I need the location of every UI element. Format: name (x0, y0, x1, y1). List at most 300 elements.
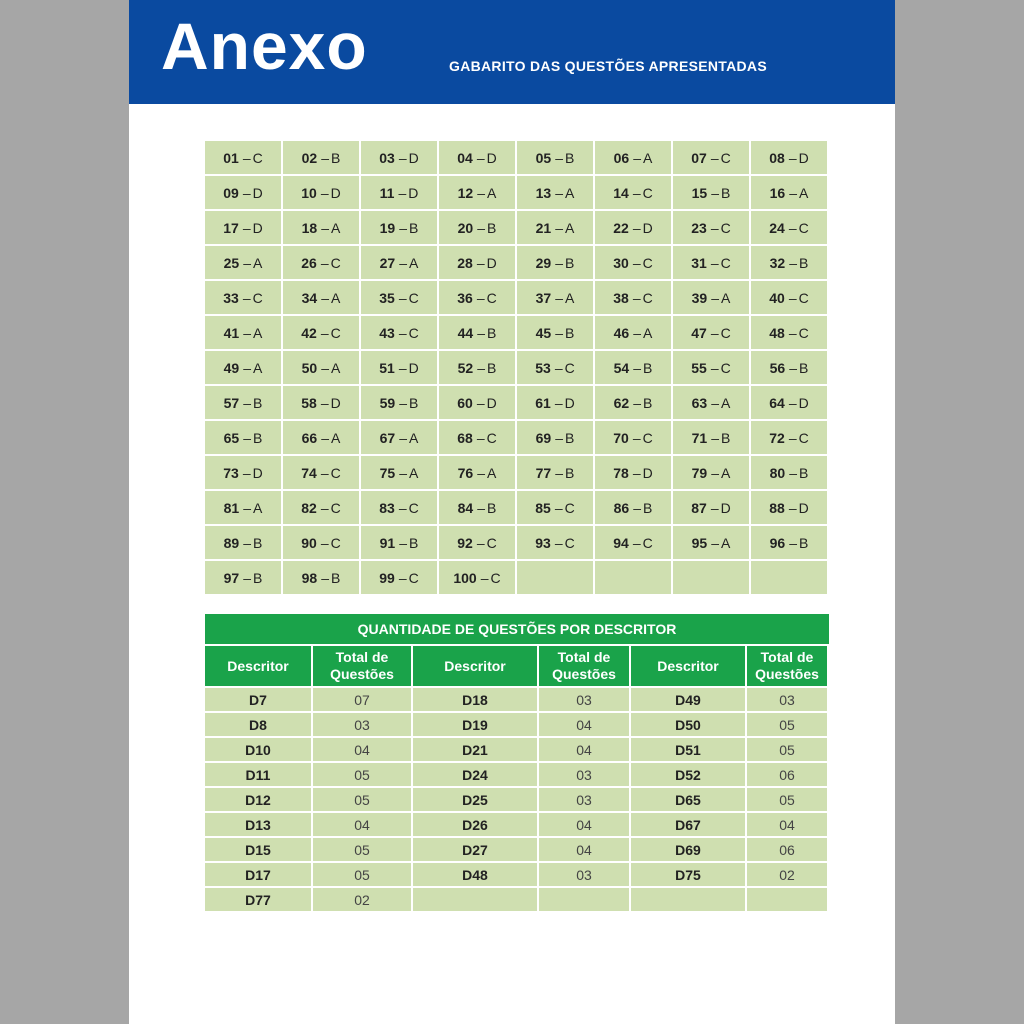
answer-letter: C (330, 324, 341, 341)
answer-cell (361, 176, 439, 211)
answer-letter: B (409, 534, 419, 551)
answer-letter: B (409, 219, 419, 236)
question-number: 08 (769, 149, 785, 166)
separator: – (399, 534, 408, 551)
question-number: 24 (769, 219, 785, 236)
question-number: 82 (301, 499, 317, 516)
separator: – (398, 569, 407, 586)
answer-cell (205, 561, 283, 596)
answer-cell (439, 176, 517, 211)
question-number: 97 (223, 569, 240, 586)
answer-cell (673, 316, 751, 351)
answer-letter: B (799, 254, 809, 271)
answer-cell (205, 421, 283, 456)
answer-letter: C (642, 534, 653, 551)
answer-letter: A (799, 184, 809, 201)
separator: – (477, 219, 486, 236)
answer-cell (751, 526, 829, 561)
answer-cell (439, 281, 517, 316)
question-number: 93 (535, 534, 551, 551)
answer-letter: C (408, 499, 419, 516)
page-subtitle: GABARITO DAS QUESTÕES APRESENTADAS (449, 58, 767, 74)
answer-cell (517, 281, 595, 316)
separator: – (321, 219, 330, 236)
answer-letter: A (253, 254, 263, 271)
question-number: 61 (535, 394, 551, 411)
question-number: 30 (613, 254, 629, 271)
descriptor-code: D52 (631, 763, 747, 788)
question-number: 06 (613, 149, 630, 166)
separator: – (555, 184, 564, 201)
answer-cell (439, 211, 517, 246)
separator: – (477, 324, 486, 341)
separator: – (320, 499, 329, 516)
answer-cell (283, 561, 361, 596)
separator: – (789, 359, 798, 376)
question-number: 95 (691, 534, 708, 551)
descriptor-total: 03 (539, 688, 631, 713)
separator: – (398, 149, 407, 166)
answer-letter: A (331, 219, 341, 236)
separator: – (321, 289, 330, 306)
question-number: 98 (301, 569, 318, 586)
answer-letter: B (565, 324, 575, 341)
question-number: 39 (691, 289, 708, 306)
answer-letter: C (408, 289, 419, 306)
answer-letter: C (642, 289, 653, 306)
separator: – (632, 254, 641, 271)
answer-cell (205, 211, 283, 246)
answer-cell (517, 491, 595, 526)
separator: – (554, 359, 563, 376)
answer-cell (361, 421, 439, 456)
separator: – (398, 499, 407, 516)
separator: – (710, 324, 719, 341)
answer-cell (439, 491, 517, 526)
question-number: 67 (379, 429, 396, 446)
answer-cell (517, 456, 595, 491)
answer-letter: A (409, 429, 419, 446)
question-number: 34 (301, 289, 318, 306)
question-number: 14 (613, 184, 629, 201)
answer-cell (283, 141, 361, 176)
descriptor-total: 06 (747, 838, 829, 863)
answer-letter: A (721, 289, 731, 306)
answer-cell (361, 561, 439, 596)
separator: – (243, 254, 252, 271)
question-number: 05 (535, 149, 552, 166)
answer-letter: C (252, 289, 263, 306)
descriptor-code: D26 (413, 813, 539, 838)
answer-cell (283, 421, 361, 456)
separator: – (711, 184, 720, 201)
answer-letter: B (253, 394, 263, 411)
descriptor-code: D49 (631, 688, 747, 713)
answer-letter: C (642, 184, 653, 201)
answer-cell (517, 526, 595, 561)
answer-cell (205, 456, 283, 491)
descriptor-total: 03 (539, 788, 631, 813)
answer-letter: D (720, 499, 731, 516)
descriptor-code: D77 (205, 888, 313, 913)
answer-letter: A (331, 289, 341, 306)
answer-cell (439, 386, 517, 421)
descriptor-total: 03 (539, 763, 631, 788)
separator: – (711, 429, 720, 446)
answer-cell (751, 316, 829, 351)
separator: – (320, 534, 329, 551)
answer-letter: C (330, 534, 341, 551)
question-number: 91 (379, 534, 396, 551)
answer-key-grid (205, 141, 829, 596)
separator: – (242, 464, 251, 481)
answer-letter: B (721, 184, 731, 201)
answer-cell (751, 421, 829, 456)
answer-cell (595, 526, 673, 561)
answer-letter: B (565, 464, 575, 481)
answer-cell (283, 246, 361, 281)
answer-cell (439, 561, 517, 596)
answer-letter: B (721, 429, 731, 446)
answer-cell (361, 526, 439, 561)
separator: – (476, 149, 485, 166)
answer-letter: D (252, 184, 263, 201)
question-number: 81 (223, 499, 240, 516)
question-number: 53 (535, 359, 551, 376)
question-number: 38 (613, 289, 629, 306)
answer-letter: B (643, 499, 653, 516)
question-number: 66 (301, 429, 318, 446)
column-header-descriptor: Descritor (205, 646, 313, 688)
question-number: 50 (301, 359, 318, 376)
question-number: 46 (613, 324, 630, 341)
answer-cell (205, 526, 283, 561)
question-number: 86 (613, 499, 630, 516)
question-number: 20 (457, 219, 474, 236)
answer-letter: B (253, 429, 263, 446)
answer-letter: D (642, 219, 653, 236)
separator: – (633, 359, 642, 376)
separator: – (789, 534, 798, 551)
answer-letter: B (487, 324, 497, 341)
answer-cell (673, 246, 751, 281)
question-number: 17 (223, 219, 239, 236)
descriptor-total: 04 (747, 813, 829, 838)
answer-cell (673, 421, 751, 456)
answer-letter: A (643, 149, 653, 166)
question-number: 99 (379, 569, 395, 586)
descriptor-code: D21 (413, 738, 539, 763)
question-number: 65 (223, 429, 240, 446)
document-page (129, 0, 895, 1024)
answer-cell (439, 141, 517, 176)
question-number: 80 (769, 464, 786, 481)
answer-cell (673, 456, 751, 491)
answer-cell (205, 176, 283, 211)
separator: – (320, 324, 329, 341)
separator: – (399, 429, 408, 446)
answer-cell (751, 281, 829, 316)
answer-cell (361, 316, 439, 351)
answer-cell (205, 316, 283, 351)
question-number: 03 (379, 149, 395, 166)
question-number: 22 (613, 219, 629, 236)
separator: – (398, 184, 407, 201)
answer-letter: D (798, 149, 809, 166)
answer-cell (595, 141, 673, 176)
answer-letter: A (721, 464, 731, 481)
question-number: 41 (223, 324, 240, 341)
column-header-total: Total de Questões (747, 646, 829, 688)
question-number: 01 (223, 149, 239, 166)
descriptor-code: D24 (413, 763, 539, 788)
separator: – (476, 394, 485, 411)
descriptor-code: D75 (631, 863, 747, 888)
descriptor-code: D17 (205, 863, 313, 888)
descriptor-code: D19 (413, 713, 539, 738)
separator: – (710, 149, 719, 166)
answer-letter: C (720, 219, 731, 236)
answer-letter: B (487, 219, 497, 236)
answer-cell (283, 316, 361, 351)
descriptor-table-banner: QUANTIDADE DE QUESTÕES POR DESCRITOR (205, 614, 829, 646)
answer-letter: C (408, 324, 419, 341)
answer-cell (595, 176, 673, 211)
answer-cell (751, 211, 829, 246)
question-number: 32 (769, 254, 786, 271)
answer-letter: C (720, 324, 731, 341)
separator: – (633, 324, 642, 341)
answer-letter: B (253, 534, 263, 551)
question-number: 36 (457, 289, 473, 306)
question-number: 27 (379, 254, 396, 271)
separator: – (711, 534, 720, 551)
question-number: 43 (379, 324, 395, 341)
separator: – (398, 289, 407, 306)
separator: – (788, 219, 797, 236)
answer-letter: B (409, 394, 419, 411)
empty-cell (595, 561, 673, 596)
answer-letter: C (330, 254, 341, 271)
answer-letter: D (486, 394, 497, 411)
answer-letter: C (720, 254, 731, 271)
separator: – (788, 429, 797, 446)
answer-letter: B (487, 359, 497, 376)
separator: – (633, 149, 642, 166)
answer-letter: D (408, 184, 419, 201)
question-number: 25 (223, 254, 240, 271)
answer-cell (673, 386, 751, 421)
separator: – (243, 534, 252, 551)
answer-cell (361, 141, 439, 176)
answer-cell (673, 141, 751, 176)
separator: – (321, 429, 330, 446)
descriptor-total: 04 (539, 738, 631, 763)
question-number: 62 (613, 394, 630, 411)
question-number: 40 (769, 289, 785, 306)
answer-cell (361, 456, 439, 491)
descriptor-total (539, 888, 631, 913)
column-header-total: Total de Questões (313, 646, 413, 688)
separator: – (632, 429, 641, 446)
question-number: 15 (691, 184, 708, 201)
descriptor-code (631, 888, 747, 913)
separator: – (476, 289, 485, 306)
answer-letter: B (799, 464, 809, 481)
answer-cell (517, 176, 595, 211)
answer-letter: B (565, 254, 575, 271)
separator: – (399, 254, 408, 271)
answer-cell (205, 246, 283, 281)
question-number: 70 (613, 429, 629, 446)
separator: – (555, 429, 564, 446)
answer-cell (751, 386, 829, 421)
descriptor-total (747, 888, 829, 913)
answer-letter: C (330, 464, 341, 481)
question-number: 79 (691, 464, 708, 481)
separator: – (243, 394, 252, 411)
answer-cell (751, 141, 829, 176)
answer-cell (595, 491, 673, 526)
answer-cell (673, 281, 751, 316)
question-number: 92 (457, 534, 473, 551)
descriptor-code: D15 (205, 838, 313, 863)
answer-cell (439, 421, 517, 456)
separator: – (710, 219, 719, 236)
answer-letter: C (486, 289, 497, 306)
descriptor-code: D48 (413, 863, 539, 888)
answer-letter: D (798, 394, 809, 411)
descriptor-code: D69 (631, 838, 747, 863)
answer-cell (517, 211, 595, 246)
question-number: 37 (535, 289, 552, 306)
answer-letter: A (253, 359, 263, 376)
separator: – (788, 289, 797, 306)
separator: – (242, 184, 251, 201)
question-number: 26 (301, 254, 317, 271)
answer-cell (751, 246, 829, 281)
question-number: 42 (301, 324, 317, 341)
separator: – (477, 499, 486, 516)
answer-cell (517, 386, 595, 421)
question-number: 58 (301, 394, 317, 411)
separator: – (555, 289, 564, 306)
separator: – (320, 464, 329, 481)
answer-letter: D (642, 464, 653, 481)
answer-letter: B (799, 534, 809, 551)
descriptor-total: 04 (539, 713, 631, 738)
descriptor-code: D10 (205, 738, 313, 763)
question-number: 90 (301, 534, 317, 551)
answer-letter: C (564, 359, 575, 376)
descriptor-total: 05 (747, 738, 829, 763)
descriptor-total: 05 (313, 863, 413, 888)
page-header (129, 0, 895, 104)
question-number: 59 (379, 394, 396, 411)
separator: – (555, 254, 564, 271)
separator: – (788, 324, 797, 341)
answer-letter: C (330, 499, 341, 516)
answer-letter: A (721, 534, 731, 551)
answer-letter: A (409, 464, 419, 481)
separator: – (711, 394, 720, 411)
descriptor-code: D7 (205, 688, 313, 713)
answer-letter: C (720, 149, 731, 166)
answer-cell (283, 176, 361, 211)
answer-cell (205, 386, 283, 421)
descriptor-code: D8 (205, 713, 313, 738)
question-number: 100 (453, 569, 477, 586)
answer-cell (517, 316, 595, 351)
question-number: 74 (301, 464, 317, 481)
answer-letter: D (330, 394, 341, 411)
separator: – (632, 464, 641, 481)
question-number: 16 (769, 184, 786, 201)
separator: – (477, 464, 486, 481)
column-header-total: Total de Questões (539, 646, 631, 688)
answer-cell (595, 211, 673, 246)
question-number: 45 (535, 324, 552, 341)
separator: – (554, 394, 563, 411)
answer-cell (205, 351, 283, 386)
answer-letter: D (798, 499, 809, 516)
answer-cell (517, 246, 595, 281)
descriptor-total: 03 (747, 688, 829, 713)
answer-letter: B (643, 394, 653, 411)
separator: – (554, 534, 563, 551)
answer-cell (283, 211, 361, 246)
answer-cell (361, 246, 439, 281)
question-number: 02 (301, 149, 318, 166)
descriptor-total: 05 (747, 713, 829, 738)
separator: – (398, 359, 407, 376)
answer-letter: C (408, 569, 419, 586)
question-number: 89 (223, 534, 240, 551)
descriptor-code: D67 (631, 813, 747, 838)
separator: – (243, 569, 252, 586)
descriptor-code: D18 (413, 688, 539, 713)
descriptor-table-grid (205, 646, 829, 913)
descriptor-total: 05 (747, 788, 829, 813)
question-number: 33 (223, 289, 239, 306)
question-number: 57 (223, 394, 240, 411)
answer-cell (517, 141, 595, 176)
question-number: 12 (457, 184, 474, 201)
separator: – (320, 394, 329, 411)
descriptor-table (205, 614, 829, 913)
descriptor-total: 07 (313, 688, 413, 713)
answer-cell (283, 351, 361, 386)
answer-letter: C (642, 429, 653, 446)
separator: – (555, 464, 564, 481)
separator: – (243, 429, 252, 446)
answer-cell (361, 386, 439, 421)
answer-cell (361, 491, 439, 526)
answer-cell (205, 141, 283, 176)
answer-letter: B (565, 149, 575, 166)
answer-cell (751, 491, 829, 526)
empty-cell (751, 561, 829, 596)
answer-letter: A (409, 254, 419, 271)
question-number: 19 (379, 219, 396, 236)
answer-cell (595, 316, 673, 351)
separator: – (632, 534, 641, 551)
descriptor-total: 05 (313, 763, 413, 788)
separator: – (321, 149, 330, 166)
descriptor-code: D50 (631, 713, 747, 738)
question-number: 84 (457, 499, 474, 516)
question-number: 11 (379, 184, 395, 201)
